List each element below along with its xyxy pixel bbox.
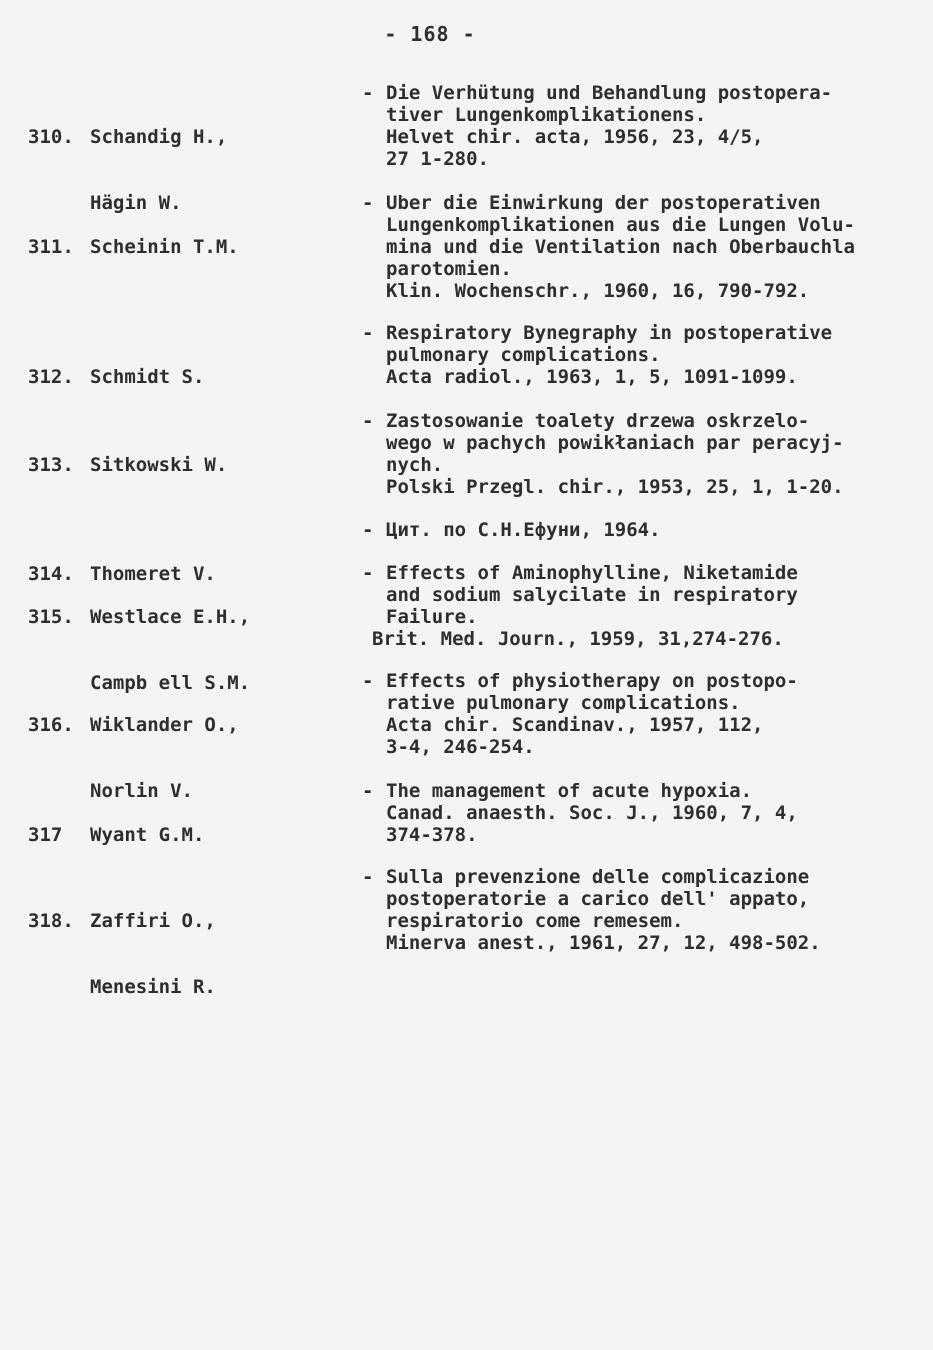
entry-number: 318.: [28, 910, 74, 932]
entry-number: 315.: [28, 606, 74, 628]
reference-line: postoperatorie a carico dell' appato,: [386, 888, 810, 910]
reference-line: mina und die Ventilation nach Oberbauchla: [386, 236, 855, 258]
author-name: Scheinin T.M.: [90, 236, 239, 258]
author-name: Norlin V.: [90, 780, 193, 802]
reference-line: respiratorio come remesem.: [386, 910, 684, 932]
entry-reference: [362, 410, 917, 498]
entry-authors: [28, 410, 328, 520]
reference-line: Polski Przegl. chir., 1953, 25, 1, 1-20.: [386, 476, 844, 498]
reference-line: Brit. Med. Journ., 1959, 31,274-276.: [372, 628, 784, 650]
reference-line: Acta radiol., 1963, 1, 5, 1091-1099.: [386, 366, 798, 388]
entry-dash: -: [362, 192, 374, 214]
entry-reference: [362, 562, 917, 650]
entry-number: 313.: [28, 454, 74, 476]
reference-line: Helvet chir. acta, 1956, 23, 4/5,: [386, 126, 764, 148]
reference-line: Цит. по С.Н.Ефуни, 1964.: [386, 519, 661, 541]
entry-reference: [362, 322, 917, 388]
author-name: Menesini R.: [90, 976, 216, 998]
entry-number: 311.: [28, 236, 74, 258]
entry-number: 314.: [28, 563, 74, 585]
entry-number: 312.: [28, 366, 74, 388]
entry-dash: -: [362, 780, 374, 802]
entry-dash: -: [362, 670, 374, 692]
author-name: Campb ell S.M.: [90, 672, 251, 694]
reference-line: Respiratory Bynegraphy in postoperative: [386, 322, 833, 344]
author-name: Thomeret V.: [90, 563, 216, 585]
reference-line: tiver Lungenkomplikationens.: [386, 104, 707, 126]
page-number: - 168 -: [384, 22, 476, 46]
reference-line: pulmonary complications.: [386, 344, 661, 366]
reference-line: Zastosowanie toalety drzewa oskrzelo-: [386, 410, 810, 432]
reference-line: 374-378.: [386, 824, 478, 846]
reference-line: 3-4, 246-254.: [386, 736, 535, 758]
reference-line: Uber die Einwirkung der postoperativen: [386, 192, 821, 214]
reference-line: Klin. Wochenschr., 1960, 16, 790-792.: [386, 280, 810, 302]
author-name: Schandig H.,: [90, 126, 228, 148]
author-name: Sitkowski W.: [90, 454, 228, 476]
entry-dash: -: [362, 82, 374, 104]
entry-dash: -: [362, 519, 374, 541]
reference-line: Sulla prevenzione delle complicazione: [386, 866, 810, 888]
reference-line: parotomien.: [386, 258, 512, 280]
entry-reference: [362, 780, 917, 846]
author-name: Wiklander O.,: [90, 714, 239, 736]
entry-reference: [362, 192, 917, 302]
author-name: Westlace E.H.,: [90, 606, 251, 628]
entry-reference: [362, 82, 917, 170]
entry-authors: [28, 866, 328, 1042]
reference-line: Minerva anest., 1961, 27, 12, 498-502.: [386, 932, 821, 954]
entry-number: 316.: [28, 714, 74, 736]
reference-line: 27 1-280.: [386, 148, 489, 170]
reference-line: Die Verhütung und Behandlung postopera-: [386, 82, 833, 104]
reference-line: wego w pachych powikłaniach par peracyj-: [386, 432, 844, 454]
reference-line: The management of acute hypoxia.: [386, 780, 753, 802]
entry-number: 310.: [28, 126, 74, 148]
entry-authors: [28, 192, 328, 302]
author-name: Zaffiri O.,: [90, 910, 216, 932]
reference-line: and sodium salycilate in respiratory: [386, 584, 798, 606]
entry-dash: -: [362, 866, 374, 888]
reference-line: Effects of Aminophylline, Niketamide: [386, 562, 798, 584]
entry-reference: [362, 866, 917, 954]
entry-dash: -: [362, 322, 374, 344]
reference-line: Canad. anaesth. Soc. J., 1960, 7, 4,: [386, 802, 798, 824]
reference-line: Lungenkomplikationen aus die Lungen Volu-: [386, 214, 855, 236]
reference-line: Failure.: [386, 606, 478, 628]
reference-line: Effects of physiotherapy on postopo-: [386, 670, 798, 692]
author-name: Wyant G.M.: [90, 824, 205, 846]
entry-reference: [362, 670, 917, 758]
entry-number: 317: [28, 824, 63, 846]
reference-line: nych.: [386, 454, 444, 476]
entry-dash: -: [362, 562, 374, 584]
reference-line: Acta chir. Scandinav., 1957, 112,: [386, 714, 764, 736]
author-name: Hägin W.: [90, 192, 182, 214]
reference-line: rative pulmonary complications.: [386, 692, 741, 714]
author-name: Schmidt S.: [90, 366, 205, 388]
entry-reference: [362, 519, 917, 541]
entry-dash: -: [362, 410, 374, 432]
